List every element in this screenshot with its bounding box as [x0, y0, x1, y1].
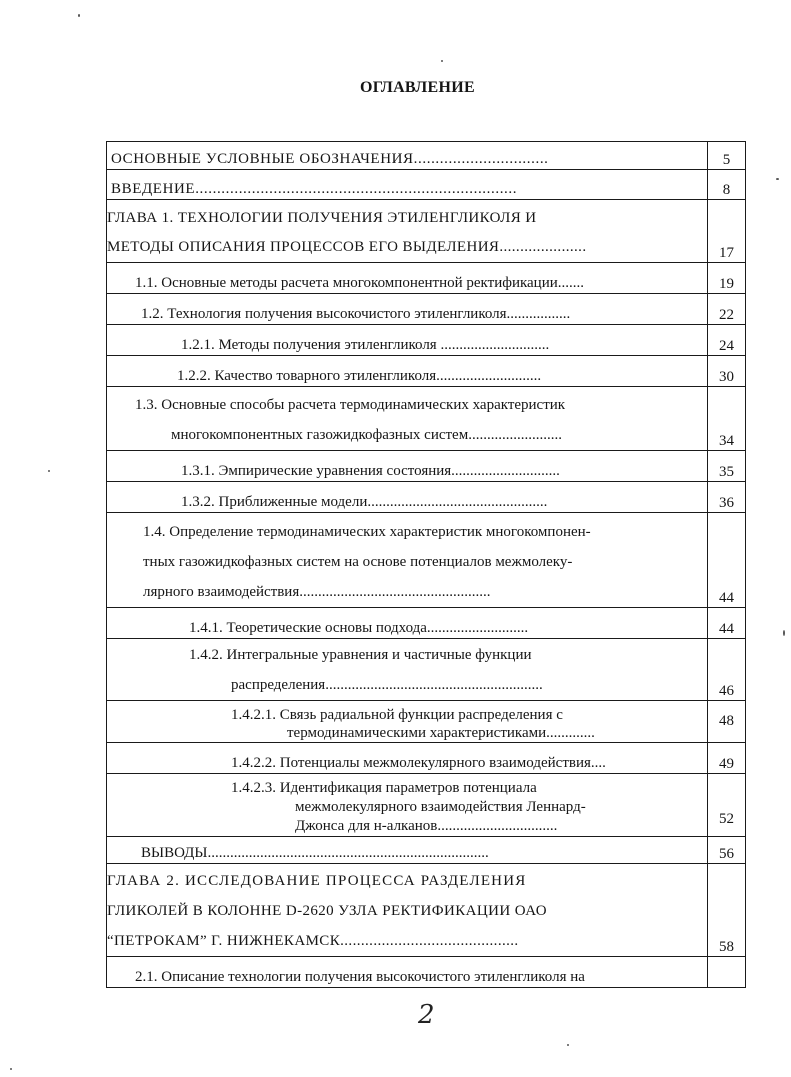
toc-page-number: 35	[708, 451, 746, 482]
toc-row	[107, 387, 746, 451]
toc-entry-line: 1.3.2. Приближенные модели................................................	[181, 494, 548, 510]
toc-row	[107, 864, 746, 957]
toc-entry-text	[107, 356, 708, 387]
toc-entry-line: 1.4.2.3. Идентификация параметров потенциала	[231, 780, 537, 796]
toc-entry-text	[107, 701, 708, 743]
toc-page-number: 58	[708, 864, 746, 957]
scan-speck	[783, 630, 785, 636]
toc-row	[107, 957, 746, 988]
toc-entry-line: “ПЕТРОКАМ” Г. НИЖНЕКАМСК...........................................	[107, 933, 519, 949]
toc-entry-text	[107, 482, 708, 513]
toc-entry-line: 1.1. Основные методы расчета многокомпонентной ректификации.......	[135, 275, 585, 291]
toc-row	[107, 743, 746, 774]
toc-page-number	[708, 957, 746, 988]
toc-page-number: 46	[708, 639, 746, 701]
toc-entry-line: ВВЕДЕНИЕ..........................................................................	[111, 181, 518, 197]
toc-row	[107, 701, 746, 743]
toc-page-number: 22	[708, 294, 746, 325]
toc-row	[107, 200, 746, 263]
toc-page-number: 17	[708, 200, 746, 263]
toc-page-number: 19	[708, 263, 746, 294]
toc-entry-text	[107, 294, 708, 325]
toc-entry-line: Джонса для н-алканов................................	[295, 818, 558, 834]
toc-entry-text	[107, 608, 708, 639]
toc-entry-text	[107, 451, 708, 482]
toc-entry-text	[107, 774, 708, 837]
scan-speck	[441, 60, 443, 62]
toc-entry-line: многокомпонентных газожидкофазных систем.........................	[171, 427, 562, 443]
toc-entry-line: межмолекулярного взаимодействия Леннард-	[295, 799, 586, 815]
toc-page-number: 44	[708, 513, 746, 608]
toc-page-number: 24	[708, 325, 746, 356]
toc-row	[107, 356, 746, 387]
toc-entry-text	[107, 957, 708, 988]
toc-entry-line: лярного взаимодействия...................................................	[143, 584, 491, 600]
toc-page-number: 52	[708, 774, 746, 837]
toc-entry-text	[107, 513, 708, 608]
toc-entry-line: 1.3.1. Эмпирические уравнения состояния.............................	[181, 463, 560, 479]
scan-speck	[78, 14, 80, 17]
toc-entry-line: 1.4.2.2. Потенциалы межмолекулярного взаимодействия....	[231, 755, 606, 771]
toc-entry-line: тных газожидкофазных систем на основе потенциалов межмолеку-	[143, 554, 573, 570]
toc-page-number: 34	[708, 387, 746, 451]
toc-row	[107, 837, 746, 864]
scan-speck	[10, 1068, 12, 1070]
toc-row	[107, 451, 746, 482]
toc-entry-line: 2.1. Описание технологии получения высокочистого этиленгликоля на	[135, 969, 585, 985]
toc-entry-text	[107, 142, 708, 170]
toc-row	[107, 482, 746, 513]
toc-entry-line: распределения..........................................................	[231, 677, 543, 693]
toc-entry-line: 1.2.2. Качество товарного этиленгликоля............................	[177, 368, 542, 384]
toc-page-number: 48	[708, 701, 746, 743]
toc-entry-line: ГЛАВА 2. ИССЛЕДОВАНИЕ ПРОЦЕССА РАЗДЕЛЕНИЯ	[107, 873, 527, 889]
toc-entry-text	[107, 864, 708, 957]
toc-page-number: 30	[708, 356, 746, 387]
toc-row	[107, 263, 746, 294]
toc-page-number: 8	[708, 170, 746, 200]
toc-entry-line: 1.3. Основные способы расчета термодинамических характеристик	[135, 397, 566, 413]
toc-entry-text	[107, 200, 708, 263]
toc-entry-line: 1.4. Определение термодинамических характеристик многокомпонен-	[143, 524, 591, 540]
toc-page-number: 5	[708, 142, 746, 170]
handwritten-page-number: 2	[418, 1000, 435, 1030]
toc-row	[107, 142, 746, 170]
toc-entry-line: МЕТОДЫ ОПИСАНИЯ ПРОЦЕССОВ ЕГО ВЫДЕЛЕНИЯ.....................	[107, 239, 587, 255]
toc-entry-line: 1.2. Технология получения высокочистого этиленгликоля.................	[141, 306, 571, 322]
toc-row	[107, 325, 746, 356]
toc-entry-text	[107, 387, 708, 451]
toc-page-number: 56	[708, 837, 746, 864]
toc-entry-line: 1.2.1. Методы получения этиленгликоля .............................	[181, 337, 550, 353]
toc-entry-line: 1.4.1. Теоретические основы подхода...........................	[189, 620, 529, 636]
toc-entry-text	[107, 325, 708, 356]
toc-entry-line: термодинамическими характеристиками.............	[287, 725, 595, 741]
toc-entry-text	[107, 170, 708, 200]
toc-entry-line: 1.4.2. Интегральные уравнения и частичные функции	[189, 647, 532, 663]
toc-entry-line: ГЛАВА 1. ТЕХНОЛОГИИ ПОЛУЧЕНИЯ ЭТИЛЕНГЛИКОЛЯ И	[107, 210, 537, 226]
toc-row	[107, 294, 746, 325]
scan-speck	[48, 470, 50, 472]
toc-page-number: 36	[708, 482, 746, 513]
toc-row	[107, 639, 746, 701]
toc-entry-text	[107, 263, 708, 294]
toc-row	[107, 170, 746, 200]
toc-entry-line: ОСНОВНЫЕ УСЛОВНЫЕ ОБОЗНАЧЕНИЯ...............................	[111, 151, 549, 167]
page-title: ОГЛАВЛЕНИЕ	[360, 79, 475, 96]
toc-row	[107, 774, 746, 837]
toc-entry-line: ГЛИКОЛЕЙ В КОЛОННЕ D-2620 УЗЛА РЕКТИФИКАЦИИ ОАО	[107, 903, 547, 919]
toc-entry-line: ВЫВОДЫ...........................................................................	[141, 845, 489, 861]
toc-page-number: 44	[708, 608, 746, 639]
scan-speck	[776, 178, 779, 180]
toc-entry-line: 1.4.2.1. Связь радиальной функции распределения с	[231, 707, 563, 723]
toc-page-number: 49	[708, 743, 746, 774]
toc-row	[107, 608, 746, 639]
table-of-contents	[106, 141, 746, 988]
scan-speck	[567, 1044, 569, 1046]
toc-entry-text	[107, 743, 708, 774]
toc-entry-text	[107, 837, 708, 864]
toc-row	[107, 513, 746, 608]
toc-entry-text	[107, 639, 708, 701]
